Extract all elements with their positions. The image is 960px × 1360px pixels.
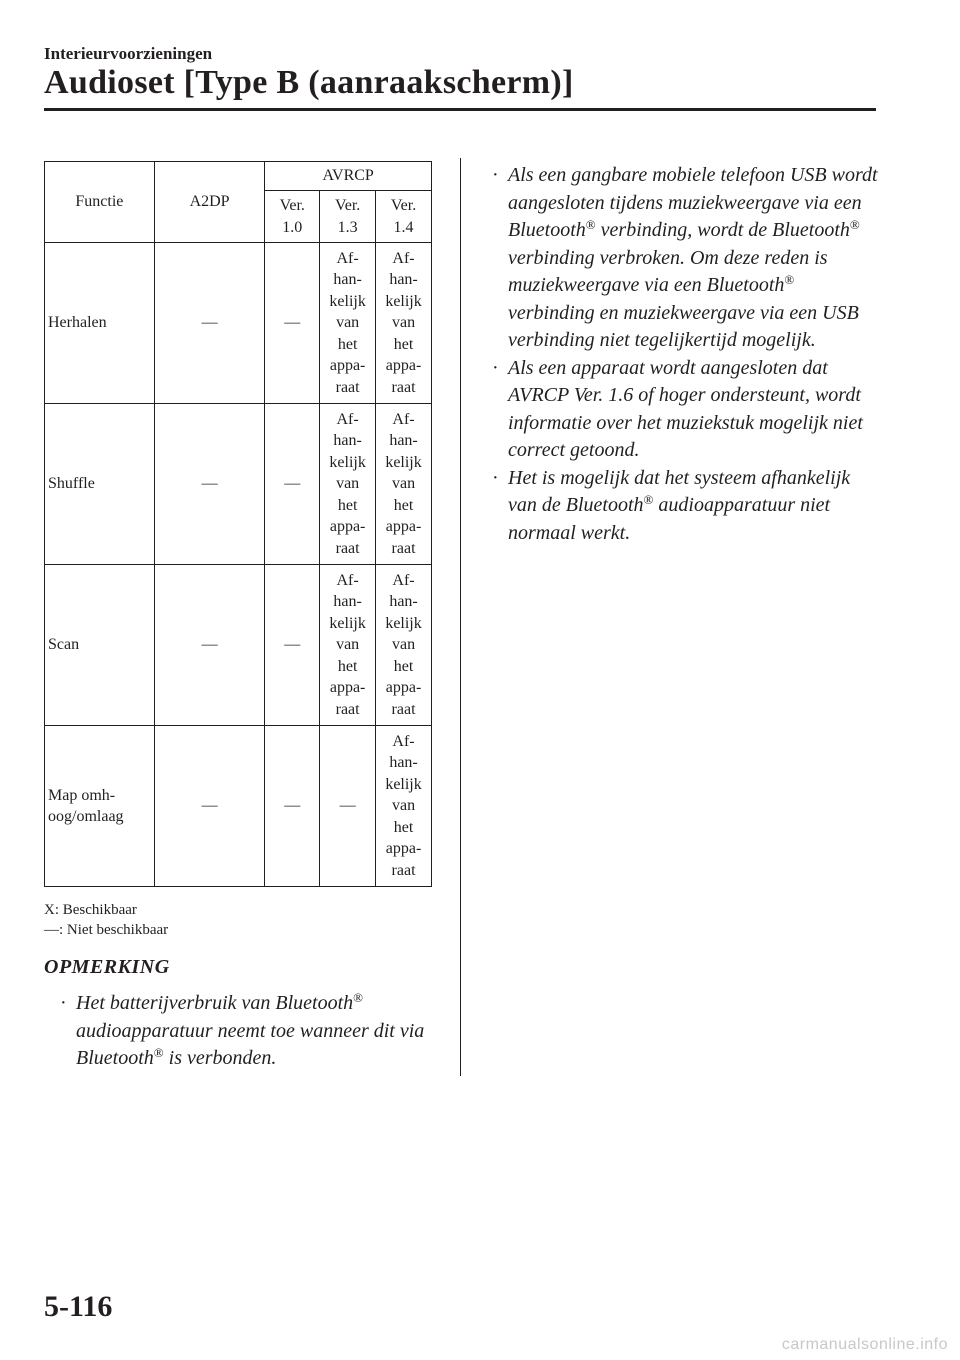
cell-ver-1-0: — <box>265 565 320 726</box>
cell-ver-1-0: — <box>265 404 320 565</box>
cell-a2dp: — <box>154 243 265 404</box>
cell-ver-1-0: — <box>265 243 320 404</box>
cell-ver-1-4: Af- han- kelijk van het appa- raat <box>376 726 432 887</box>
bullet-dot: · <box>492 356 499 379</box>
legend-available: X: Beschikbaar <box>44 902 137 918</box>
registered-mark: ® <box>784 272 795 287</box>
cell-function: Map omh- oog/omlaag <box>45 726 155 887</box>
legend-unavailable: —: Niet beschikbaar <box>44 922 169 938</box>
cell-ver-1-0: — <box>265 726 320 887</box>
cell-ver-1-4: Af- han- kelijk van het appa- raat <box>376 404 432 565</box>
note-list-left <box>60 990 440 1073</box>
header-a2dp: A2DP <box>154 162 265 243</box>
table-row <box>45 404 432 565</box>
cell-ver-1-4: Af- han- kelijk van het appa- raat <box>376 243 432 404</box>
title-rule <box>44 108 876 111</box>
registered-mark: ® <box>153 1045 164 1060</box>
table-legend <box>44 900 168 940</box>
header-avrcp: AVRCP <box>265 162 432 191</box>
cell-ver-1-3: — <box>320 726 376 887</box>
table-row <box>45 243 432 404</box>
bullet-dot: · <box>60 992 67 1014</box>
note-bullet-system: · Het is mogelijk dat het systeem afhankelijk van de Bluetooth® audioapparatuur niet normaal werkt. <box>492 466 851 544</box>
cell-ver-1-3: Af- han- kelijk van het appa- raat <box>320 565 376 726</box>
bullet-dot: · <box>492 164 499 186</box>
table-row <box>45 565 432 726</box>
registered-mark: ® <box>585 217 596 232</box>
cell-function: Shuffle <box>45 404 155 565</box>
note-list-right <box>492 162 882 547</box>
watermark: carmanualsonline.info <box>781 1336 948 1353</box>
cell-ver-1-3: Af- han- kelijk van het appa- raat <box>320 404 376 565</box>
header-function: Functie <box>45 162 155 243</box>
note-bullet-avrcp: · Als een apparaat wordt aangesloten dat AVRCP Ver. 1.6 of hoger ondersteunt, wordt informatie over het muziekstuk mogelijk niet correct getoond. <box>492 356 863 461</box>
cell-a2dp: — <box>154 565 265 726</box>
cell-function: Herhalen <box>45 243 155 404</box>
header-ver-1-4: Ver. 1.4 <box>376 191 432 243</box>
registered-mark: ® <box>643 492 654 507</box>
table-row <box>45 726 432 887</box>
column-divider <box>460 158 461 1076</box>
header-ver-1-0: Ver. 1.0 <box>265 191 320 243</box>
registered-mark: ® <box>849 217 860 232</box>
page-number: 5-116 <box>44 1290 113 1323</box>
bullet-dot: · <box>492 466 499 489</box>
section-label: Interieurvoorzieningen <box>44 44 213 63</box>
registered-mark: ® <box>353 990 364 1005</box>
note-bullet-battery: · Het batterijverbruik van Bluetooth® audioapparatuur neemt toe wanneer dit via Bluetooth® is verbonden. <box>60 990 425 1069</box>
cell-a2dp: — <box>154 726 265 887</box>
feature-table <box>44 161 432 887</box>
cell-function: Scan <box>45 565 155 726</box>
cell-a2dp: — <box>154 404 265 565</box>
cell-ver-1-4: Af- han- kelijk van het appa- raat <box>376 565 432 726</box>
page-title: Audioset [Type B (aanraakscherm)] <box>44 64 574 101</box>
cell-ver-1-3: Af- han- kelijk van het appa- raat <box>320 243 376 404</box>
note-heading: OPMERKING <box>44 956 170 978</box>
note-bullet-usb: · Als een gangbare mobiele telefoon USB wordt aangesloten tijdens muziekweergave via een Bluetooth® verbinding, wordt de Bluetooth® verbinding verbroken. Om deze reden is muziekweergave via een Bluetooth® verbinding en muziekweergave via een USB verbinding niet tegelijkertijd mogelijk. <box>492 164 878 351</box>
header-ver-1-3: Ver. 1.3 <box>320 191 376 243</box>
